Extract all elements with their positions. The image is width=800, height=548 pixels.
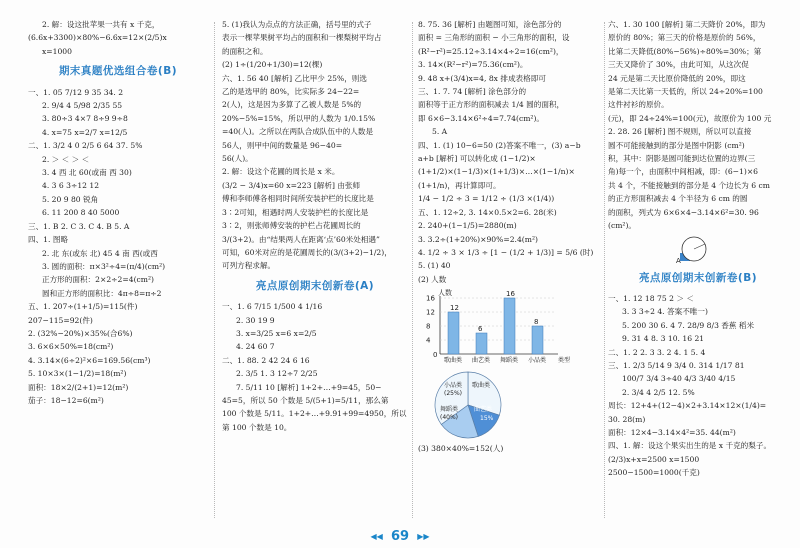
answer-line: (2/3)x+x=2500 x=1500: [608, 454, 700, 464]
answer-line: 即 6×6−3.14×6²÷4=7.74(cm²)。: [418, 113, 545, 123]
answer-line: 4. x=75 x=2/7 x=12/5: [42, 127, 128, 137]
answer-line: 3. 80÷3 4×7 8÷9 9÷8: [42, 114, 128, 124]
column-1: [28, 18, 208, 522]
bar: [448, 312, 459, 354]
answer-line: 5. (1)我认为点点的方法正确，括号里的式子: [222, 20, 372, 29]
answer-line: 2. 240+(1−1/5)=2880(m): [418, 221, 517, 231]
answer-line: 2(人)，这是因为多算了乙被人数是 5%的: [222, 100, 362, 110]
bar: [504, 298, 515, 354]
answer-line: 五、1. 207÷(1+1/5)=115(件): [28, 302, 138, 312]
circle-figure: [674, 235, 714, 265]
bar-chart-xlabel: 类型: [558, 357, 571, 365]
answer-line: 二、1. 2 2. 3 3. 2 4. 1 5. 4: [608, 347, 706, 357]
answer-line: 5. 10×3×(1−1/2)=18(m²): [28, 369, 127, 379]
answer-line: 5. (1) 40: [418, 261, 451, 271]
answer-line: 的面积之和。: [222, 46, 268, 56]
answer-line: 4. 1/2 ÷ 3 × 1/3 ÷ [1 − (1/2 + 1/3)] = 5/6 (时): [418, 247, 594, 257]
answer-line: 45=5，所以 50 个数是 5/(5+1)=5/11，那么第: [222, 395, 389, 405]
bar-chart: [424, 288, 574, 366]
answer-line: 3/(3+2)。由“结果两人在距离‘点’60米处相遇”: [222, 234, 380, 244]
answer-line: 2500−1500=1000(千克): [608, 468, 700, 478]
page-number: 69: [390, 529, 410, 544]
pie-label-skit-pct: (25%): [444, 390, 463, 398]
answer-line: 的面积，列式为 6×6×4−3.14×6²=30. 96: [608, 207, 759, 217]
pie-label-song: 歌曲类: [472, 382, 491, 390]
answer-line: (1+1/n)，再计算即可。: [418, 180, 501, 190]
answer-line: 3. 6×6×50%=18(cm²): [28, 342, 114, 352]
bar-chart-ylabel: 人数: [438, 289, 452, 298]
answer-line: 3. 14×(R²−r²)=75.36(cm²)。: [418, 60, 528, 70]
answer-line: 一、1. 12 18 75 2 ＞ ＜: [608, 293, 694, 303]
answer-line: 角)每一个，由面积中间相减，即：(6−1)×6: [608, 167, 759, 177]
y-tick-label: 4: [426, 336, 431, 345]
pie-label-dance: 舞蹈类: [440, 406, 459, 414]
bar-value-label: 12: [450, 304, 459, 313]
answer-line: 3∶2可知，相遇时两人安装护栏的长度比是: [222, 207, 369, 217]
answer-line: 3. 4 西 北 60(或南 西 30): [42, 168, 132, 178]
answer-line: 茄子：18−12=6(m²): [28, 395, 104, 405]
answer-line: 的正方形面积减去 4 个半径为 6 cm 的圆: [608, 194, 748, 204]
answer-line: 圆不可能接触到的部分是图中阴影 (cm²): [608, 140, 745, 150]
answer-line: 8. 75. 36 [解析] 由题图可知，涂色部分的: [418, 20, 562, 29]
answer-line: =40(人)。之所以在两队合成队伍中的人数是: [222, 127, 374, 137]
answer-line: 三、1. B 2. C 3. C 4. B 5. A: [28, 221, 130, 231]
bar-value-label: 16: [506, 290, 515, 299]
column-4: [608, 18, 788, 522]
answer-line: 3. 3.2÷(1+20%)×90%=2.4(m²): [418, 234, 538, 244]
answer-line: 100 个数是 5/11。1+2+…+9.91+99=4950，所以: [222, 409, 407, 419]
answer-line: 可列方程求解。: [222, 261, 276, 271]
answer-line: 9. 31 4 8. 3 10. 16 21: [622, 334, 705, 344]
answer-line: 30. 28(m): [608, 414, 646, 424]
answer-line: 面积：12×4−3.14×4²=35. 44(m²): [608, 427, 736, 437]
answer-line: (3/2 − 3/4)x=60 x=223 [解析] 由张师: [222, 180, 361, 190]
section-title: 亮点原创期末创新卷(B): [638, 271, 758, 284]
point-a-label: A: [676, 256, 681, 265]
answer-line: 2. 解：设这个花圃的周长是 x 米。: [222, 167, 340, 177]
answer-line: 2. ＞ ＜ ＞ ＜: [42, 154, 90, 164]
answer-line: 四、1. 图略: [28, 235, 69, 245]
answer-line: 乙的是选甲的 80%，比实际多 24−22=: [222, 87, 360, 97]
origin-label: 0: [433, 351, 438, 360]
answer-line: 是第二天比第一天低的，所以 24÷20%=100: [608, 87, 763, 97]
answer-line: 表示一棵苹果树平均占的面积和一棵梨树平均占: [222, 33, 382, 43]
answer-line: (2) 1÷(1/20+1/30)=12(棵): [222, 60, 323, 70]
bar: [532, 326, 543, 354]
answer-line: 4. 3 6 3÷12 12: [42, 181, 100, 191]
answer-line: 比第二天降低(80%−56%)÷80%=30%；第: [608, 46, 762, 56]
answer-line: 6. 11 200 8 40 5000: [42, 208, 120, 218]
answer-line: 5. A: [432, 127, 448, 137]
answer-line: (6.6x+3300)×80%−6.6x=12×(2/5)x: [28, 33, 167, 43]
answer-line: 傅和李师傅各相同时间所安装护栏的长度比是: [222, 194, 374, 204]
x-tick-label: 舞蹈类: [500, 357, 519, 365]
answer-line: (cm²)。: [608, 221, 637, 231]
answer-line: 9. 48 x+(3/4)x=4, 8x 排成表格即可: [418, 73, 546, 83]
column-divider: [214, 22, 215, 518]
answer-line: 二、1. 88. 2 42 24 6 16: [222, 355, 310, 365]
bar: [476, 333, 487, 354]
pie-chart: [428, 368, 538, 442]
answer-line: 2. 28. 26 [解析] 图不规则，所以可以直接: [608, 127, 752, 137]
column-divider: [412, 22, 413, 518]
x-tick-label: 小品类: [528, 357, 547, 365]
answer-line: (3) 380×40%=152(人): [418, 444, 504, 454]
answer-line: 周长：12+4+(12−4)×2+3.14×12×(1/4)=: [608, 401, 767, 411]
pie-label-opera: 曲艺类: [474, 406, 493, 414]
x-tick-label: 曲艺类: [472, 357, 491, 365]
answer-line: 圆和正方形的面积比：4π÷8=π÷2: [42, 288, 162, 298]
answer-line: 100/7 3/4 3÷40 4/3 3/40 4/15: [622, 374, 736, 384]
answer-line: 三、1. 7. 74 [解析] 涂色部分的: [418, 87, 527, 97]
answer-line: 六、1. 30 100 [解析] 第二天降价 20%，即为: [608, 20, 766, 29]
answer-line: 六、1. 56 40 [解析] 乙比甲少 25%，则选: [222, 73, 367, 83]
bar-value-label: 8: [534, 318, 539, 327]
answer-line: 三、1. 2/3 5/14 9 3/4 0. 314 1/17 81: [608, 360, 745, 370]
bar-value-label: 6: [478, 325, 483, 334]
answer-line: 面积 = 三角形的面积 − 小三角形的面积，设: [418, 33, 570, 43]
answer-line: 一、1. 6 7/15 1/500 4 1/16: [222, 302, 323, 312]
answer-line: (R²−r²)=25.12÷3.14×4÷2=16(cm²)，: [418, 46, 564, 56]
answer-line: 3. 圆的面积：π×3²÷4=(π/4)(cm²): [42, 261, 166, 271]
column-2: [222, 18, 408, 522]
answer-line: 积，其中：阴影是圆可能到达位置的边界(三: [608, 154, 756, 164]
column-divider: [604, 22, 605, 518]
answer-line: 56(人)。: [222, 154, 253, 164]
answer-line: 56人，则甲中间的数量是 96−40=: [222, 140, 343, 150]
answer-line: 207−115=92(件): [28, 315, 93, 325]
answer-line: 二、1. 3/2 4 0 2/5 6 64 37. 5%: [28, 141, 143, 151]
answer-line: 正方形的面积：2×2÷2=4(cm²): [42, 275, 154, 285]
answer-line: 2. 解：设这批苹果一共有 x 千克，: [42, 20, 160, 29]
answer-line: 共 4 个，不能接触到的部分是 4 个边长为 6 cm: [608, 180, 770, 190]
answer-line: 2. 3/5 1. 3 12÷7 2/25: [236, 369, 318, 379]
answer-line: 这件衬衫的原价。: [608, 100, 669, 110]
answer-line: 2. 北 东(或东 北) 45 4 南 西(或西: [42, 248, 158, 258]
answer-line: (2) 人数: [418, 274, 447, 284]
answer-line: 2. 3/4 4 2/5 12. 5%: [622, 387, 695, 397]
answer-line: 原价的 80%；第三天的价格是原价的 56%，: [608, 33, 761, 43]
prev-arrows-icon: ◀◀: [370, 532, 383, 541]
answer-line: 4. 3.14×(6÷2)²×6=169.56(cm³): [28, 355, 151, 365]
answer-line: 1/4 − 1/2 ÷ 3 = 1/12 ÷ (1/3 ×(1/4)): [418, 194, 555, 204]
y-tick-label: 16: [426, 294, 435, 303]
answer-line: 三天又降价了 30%，由此可知，从这次促: [608, 60, 749, 70]
answer-line: 3∶2，则张师傅安装的护栏占花圃周长的: [222, 221, 361, 231]
answer-line: 20%−5%=15%，所以甲的人数为 1/0.15%: [222, 113, 376, 123]
answer-line: 4. 24 60 7: [236, 342, 275, 352]
answer-line: 四、1. (1) 10−6=50 (2)答案不唯一，(3) a−b: [418, 140, 581, 150]
y-tick-label: 8: [426, 322, 431, 331]
pie-label-dance-pct: (40%): [440, 414, 459, 422]
answer-line: (元)，即 24÷24%=100(元)，故原价为 100 元: [608, 113, 772, 123]
answer-line: 2. 30 19 9: [236, 315, 275, 325]
pie-label-skit: 小品类: [444, 382, 463, 390]
answer-line: 24 元是第二天比原价降低的 20%，即这: [608, 73, 746, 83]
pie-label-pct: 15%: [480, 415, 494, 423]
answer-line: 5. 20 9 80 锐角: [42, 194, 99, 204]
answer-line: 2. 9/4 4 5/98 2/35 55: [42, 101, 123, 111]
answer-line: 3. x=3/25 x=6 x=2/5: [236, 328, 317, 338]
y-tick-label: 12: [426, 308, 435, 317]
column-3: [418, 18, 606, 522]
section-title: 亮点原创期末创新卷(A): [255, 279, 375, 292]
answer-line: a+b [解析] 可以转化成 (1−1/2)×: [418, 154, 536, 164]
answer-line: 第 100 个数是 10。: [222, 422, 292, 432]
answer-line: 5. 200 30 6. 4 7. 28/9 8/3 香蕉 稻米: [622, 320, 755, 330]
answer-line: x=1000: [42, 46, 72, 56]
answer-line: 五、1. 12÷2, 3. 14×0.5×2=6. 28(米): [418, 207, 557, 217]
answer-line: 2. (32%−20%)×35%(合6%): [28, 328, 133, 338]
answer-line: 四、1. 解：设这个果实出生的是 x 千克的梨子。: [608, 441, 772, 451]
x-tick-label: 歌曲类: [444, 357, 463, 365]
section-title: 期末真题优选组合卷(B): [58, 65, 178, 78]
answer-line: 面积等于正方形的面积减去 1/4 圆的面积，: [418, 100, 565, 110]
answer-line: (1+1/2)×(1−1/3)×(1+1/3)×…×(1−1/n)×: [418, 167, 575, 177]
answer-line: 面积：18×2/(2+1)=12(m²): [28, 382, 129, 392]
answer-line: 可知，60米对应的是花圃周长的(3/(3+2)−1/2)，: [222, 247, 392, 257]
answer-line: 3. 3 3÷2 4. 答案不唯一): [622, 307, 708, 317]
answer-line: 7. 5/11 10 [解析] 1+2+…+9=45，50−: [236, 382, 382, 392]
answer-line: 一、1. 05 7/12 9 35 34. 2: [28, 87, 124, 97]
next-arrows-icon: ▶▶: [417, 532, 430, 541]
page-footer: [0, 529, 800, 544]
